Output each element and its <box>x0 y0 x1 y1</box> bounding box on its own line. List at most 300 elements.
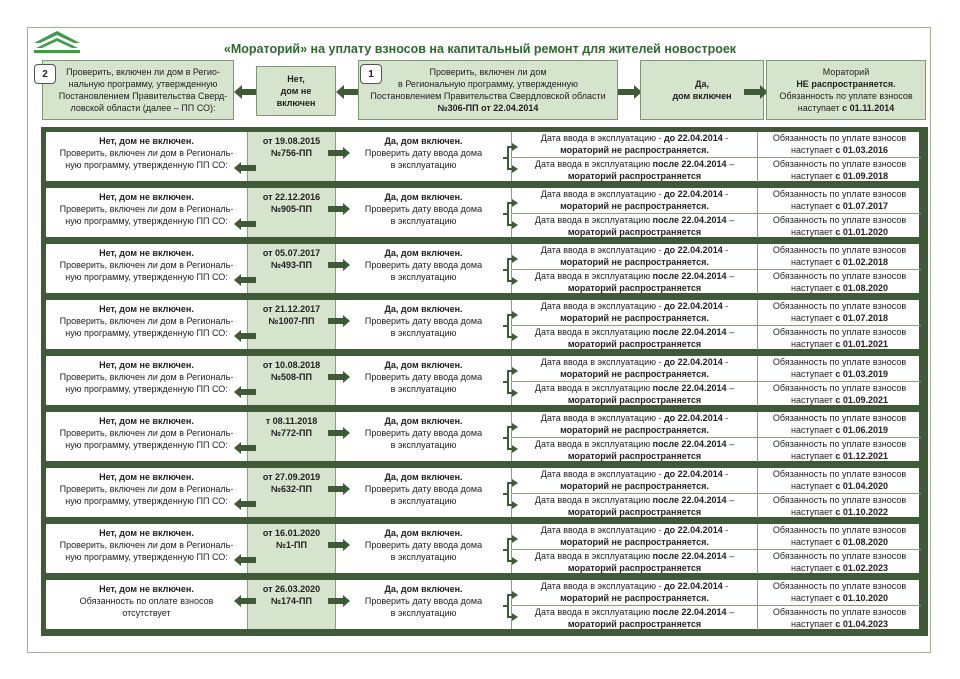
obligation-pre: наступает <box>791 338 836 349</box>
arrow-left-icon <box>234 498 256 510</box>
before-post: - <box>722 581 729 591</box>
before-subrow <box>512 412 921 437</box>
after-post: – <box>726 215 735 225</box>
before-cell <box>512 580 758 605</box>
after-pre: Дата ввода в эксплуатацию <box>534 495 653 505</box>
yes-cell <box>336 132 512 181</box>
result-line4 <box>798 102 894 114</box>
obligation-date-before: с 01.08.2020 <box>835 536 888 547</box>
no-cell <box>46 188 248 237</box>
resolution-number: №1-ПП <box>276 540 307 550</box>
table-row <box>45 579 920 630</box>
branch-arrow-icon <box>502 533 518 567</box>
arrow-left-icon <box>234 386 256 398</box>
before-result: мораторий не распространяется. <box>560 200 709 211</box>
obligation-after-cell <box>758 270 921 294</box>
before-subrow <box>512 468 921 493</box>
resolution-cell <box>248 132 336 181</box>
arrow-left-icon <box>234 595 256 607</box>
before-date: до 22.04.2014 <box>663 413 723 423</box>
yes-title: Да, дом включен. <box>384 360 463 370</box>
yes-title: Да, дом включен. <box>384 304 463 314</box>
after-cell <box>512 214 758 238</box>
obligation-after-cell <box>758 550 921 574</box>
obligation-date-after: с 01.09.2021 <box>835 394 888 405</box>
before-result: мораторий не распространяется. <box>560 424 709 435</box>
obligation-label: Обязанность по уплате взносов <box>772 215 907 225</box>
yes-text: Проверить дату ввода дома в эксплуатацию <box>364 204 483 226</box>
no-title: Нет, дом не включен. <box>99 584 194 594</box>
no-cell <box>46 356 248 405</box>
obligation-date-before: с 01.03.2019 <box>835 368 888 379</box>
obligation-after-cell <box>758 158 921 182</box>
obligation-date-before: с 01.07.2018 <box>835 312 888 323</box>
after-post: – <box>726 607 735 617</box>
obligation-date-before: с 01.10.2020 <box>835 592 888 603</box>
no-cell <box>46 412 248 461</box>
yes-title: Да, дом включен. <box>384 416 463 426</box>
page-title: «Мораторий» на уплату взносов на капитальный ремонт для жителей новостроек <box>223 42 737 56</box>
arrow-right-icon <box>328 371 350 383</box>
obligation-pre: наступает <box>791 200 836 211</box>
before-date: до 22.04.2014 <box>663 525 723 535</box>
obligation-before-cell <box>758 580 921 605</box>
resolution-cell <box>248 412 336 461</box>
no-text: Проверить, включен ли дом в Региональ- ную программу, утвержденную ПП СО: <box>59 148 234 170</box>
obligation-before-cell <box>758 356 921 381</box>
after-date: после 22.04.2014 <box>652 495 727 505</box>
after-post: – <box>726 551 735 561</box>
after-result: мораторий распространяется <box>567 282 702 293</box>
yes-title: Да, дом включен. <box>384 192 463 202</box>
after-post: – <box>726 439 735 449</box>
result-line4-pre: наступает <box>797 103 843 114</box>
after-cell <box>512 382 758 406</box>
obligation-date-after: с 01.09.2018 <box>835 170 888 181</box>
after-subrow <box>512 213 921 238</box>
obligation-before-cell <box>758 300 921 325</box>
no-cell <box>46 244 248 293</box>
yes-text: Проверить дату ввода дома в эксплуатацию <box>364 540 483 562</box>
obligation-after-cell <box>758 214 921 238</box>
obligation-date-after: с 01.10.2022 <box>835 506 888 517</box>
obligation-pre: наступает <box>791 170 836 181</box>
before-date: до 22.04.2014 <box>663 581 723 591</box>
arrow-left-icon <box>234 85 258 99</box>
before-date: до 22.04.2014 <box>663 357 723 367</box>
no-text: Проверить, включен ли дом в Региональ- ную программу, утвержденную ПП СО: <box>59 372 234 394</box>
obligation-label: Обязанность по уплате взносов <box>772 383 907 393</box>
arrow-right-icon <box>328 427 350 439</box>
before-result: мораторий не распространяется. <box>560 480 709 491</box>
yes-title: Да, дом включен. <box>384 472 463 482</box>
yes-title: Да, дом включен. <box>384 248 463 258</box>
obligation-label: Обязанность по уплате взносов <box>772 357 907 367</box>
no-cell <box>46 524 248 573</box>
obligation-date-before: с 01.02.2018 <box>835 256 888 267</box>
obligation-label: Обязанность по уплате взносов <box>772 189 907 199</box>
obligation-date-before: с 01.06.2019 <box>835 424 888 435</box>
branch-arrow-icon <box>502 589 518 623</box>
obligation-before-cell <box>758 132 921 157</box>
obligation-label: Обязанность по уплате взносов <box>772 495 907 505</box>
no-cell <box>46 300 248 349</box>
obligation-pre: наступает <box>791 480 836 491</box>
obligation-pre: наступает <box>791 592 836 603</box>
after-result: мораторий распространяется <box>567 562 702 573</box>
before-date: до 22.04.2014 <box>663 245 723 255</box>
step1-line2: в Региональную программу, утвержденную <box>398 78 578 89</box>
yes-text: Проверить дату ввода дома в эксплуатацию <box>364 372 483 394</box>
obligation-label: Обязанность по уплате взносов <box>772 159 907 169</box>
obligation-pre: наступает <box>791 282 836 293</box>
before-cell <box>512 468 758 493</box>
after-date: после 22.04.2014 <box>652 607 727 617</box>
resolution-date: от 22.12.2016 <box>262 192 321 202</box>
before-date: до 22.04.2014 <box>663 469 723 479</box>
step1-line4: №306-ПП от 22.04.2014 <box>437 103 539 114</box>
before-date: до 22.04.2014 <box>663 189 723 199</box>
resolution-number: №905-ПП <box>271 204 312 214</box>
yes-cell <box>336 524 512 573</box>
before-result: мораторий не распространяется. <box>560 312 709 323</box>
resolution-number: №772-ПП <box>271 428 312 438</box>
no-text: Проверить, включен ли дом в Региональ- ную программу, утвержденную ПП СО: <box>59 484 234 506</box>
result-line4-date: с 01.11.2014 <box>842 103 895 114</box>
after-subrow <box>512 325 921 350</box>
resolution-number: №174-ПП <box>271 596 312 606</box>
obligation-after-cell <box>758 326 921 350</box>
obligation-date-after: с 01.12.2021 <box>835 450 888 461</box>
obligation-date-after: с 01.01.2020 <box>835 226 888 237</box>
after-subrow <box>512 605 921 630</box>
before-cell <box>512 300 758 325</box>
step1-line1: Проверить, включен ли дом <box>429 66 547 77</box>
obligation-pre: наступает <box>791 312 836 323</box>
after-result: мораторий распространяется <box>567 226 702 237</box>
resolution-date: от 21.12.2017 <box>262 304 321 314</box>
after-result: мораторий распространяется <box>567 394 702 405</box>
no-text: Проверить, включен ли дом в Региональ- ную программу, утвержденную ПП СО: <box>59 204 234 226</box>
resolution-date: от 05.07.2017 <box>262 248 321 258</box>
before-pre: Дата ввода в эксплуатацию - <box>540 581 664 591</box>
after-result: мораторий распространяется <box>567 450 702 461</box>
table-row <box>45 355 920 406</box>
table-row <box>45 411 920 462</box>
after-post: – <box>726 495 735 505</box>
before-post: - <box>722 245 729 255</box>
table-row <box>45 131 920 182</box>
result-line1: Мораторий <box>822 66 870 77</box>
yes-cell <box>336 356 512 405</box>
no-box-text: Нет, дом не включен <box>276 73 316 109</box>
arrow-right-icon <box>328 203 350 215</box>
arrow-right-icon <box>328 259 350 271</box>
step1-line3: Постановлением Правительства Свердловской области <box>370 91 606 101</box>
no-title: Нет, дом не включен. <box>99 304 194 314</box>
obligation-label: Обязанность по уплате взносов <box>772 525 907 535</box>
before-subrow <box>512 132 921 157</box>
step1-number: 1 <box>360 64 382 84</box>
arrow-left-icon <box>234 330 256 342</box>
no-title: Нет, дом не включен. <box>99 416 194 426</box>
after-subrow <box>512 549 921 574</box>
after-date: после 22.04.2014 <box>652 271 727 281</box>
obligation-date-after: с 01.08.2020 <box>835 282 888 293</box>
before-pre: Дата ввода в эксплуатацию - <box>540 413 664 423</box>
arrow-right-icon <box>618 85 642 99</box>
arrow-right-icon <box>328 315 350 327</box>
before-pre: Дата ввода в эксплуатацию - <box>540 189 664 199</box>
after-date: после 22.04.2014 <box>652 215 727 225</box>
result-line3: Обязанность по уплате взносов <box>779 91 913 101</box>
before-post: - <box>722 469 729 479</box>
resolution-cell <box>248 468 336 517</box>
obligation-pre: наступает <box>791 256 836 267</box>
after-date: после 22.04.2014 <box>652 159 727 169</box>
after-pre: Дата ввода в эксплуатацию <box>534 271 653 281</box>
resolution-cell <box>248 524 336 573</box>
before-post: - <box>722 525 729 535</box>
before-subrow <box>512 356 921 381</box>
before-result: мораторий не распространяется. <box>560 592 709 603</box>
yes-box-text: Да, дом включен <box>672 78 732 101</box>
no-cell <box>46 132 248 181</box>
after-cell <box>512 158 758 182</box>
branch-arrow-icon <box>502 309 518 343</box>
yes-cell <box>336 580 512 629</box>
before-post: - <box>722 189 729 199</box>
obligation-pre: наступает <box>791 618 836 629</box>
after-cell <box>512 606 758 630</box>
branch-arrow-icon <box>502 197 518 231</box>
resolution-number: №493-ПП <box>271 260 312 270</box>
obligation-date-after: с 01.04.2023 <box>835 618 888 629</box>
before-subrow <box>512 300 921 325</box>
after-post: – <box>726 327 735 337</box>
obligation-before-cell <box>758 244 921 269</box>
obligation-date-after: с 01.02.2023 <box>835 562 888 573</box>
arrow-right-icon <box>328 483 350 495</box>
obligation-label: Обязанность по уплате взносов <box>772 439 907 449</box>
before-cell <box>512 188 758 213</box>
before-pre: Дата ввода в эксплуатацию - <box>540 357 664 367</box>
obligation-pre: наступает <box>791 144 836 155</box>
after-date: после 22.04.2014 <box>652 439 727 449</box>
before-pre: Дата ввода в эксплуатацию - <box>540 245 664 255</box>
after-pre: Дата ввода в эксплуатацию <box>534 327 653 337</box>
before-cell <box>512 356 758 381</box>
after-pre: Дата ввода в эксплуатацию <box>534 607 653 617</box>
obligation-label: Обязанность по уплате взносов <box>772 581 907 591</box>
resolution-number: №632-ПП <box>271 484 312 494</box>
arrow-right-icon <box>744 85 768 99</box>
no-title: Нет, дом не включен. <box>99 528 194 538</box>
before-result: мораторий не распространяется. <box>560 256 709 267</box>
resolution-date: от 27.09.2019 <box>262 472 321 482</box>
before-subrow <box>512 580 921 605</box>
yes-cell <box>336 468 512 517</box>
after-cell <box>512 550 758 574</box>
result-line2: НЕ распространяется. <box>796 78 896 89</box>
obligation-label: Обязанность по уплате взносов <box>772 271 907 281</box>
obligation-pre: наступает <box>791 394 836 405</box>
obligation-before-cell <box>758 188 921 213</box>
branch-arrow-icon <box>502 141 518 175</box>
before-date: до 22.04.2014 <box>663 133 723 143</box>
arrow-right-icon <box>328 147 350 159</box>
resolution-date: от 26.03.2020 <box>262 584 321 594</box>
obligation-date-before: с 01.03.2016 <box>835 144 888 155</box>
resolution-cell <box>248 356 336 405</box>
after-subrow <box>512 437 921 462</box>
after-post: – <box>726 383 735 393</box>
obligation-label: Обязанность по уплате взносов <box>772 245 907 255</box>
no-title: Нет, дом не включен. <box>99 136 194 146</box>
before-pre: Дата ввода в эксплуатацию - <box>540 469 664 479</box>
resolution-date: т 08.11.2018 <box>265 416 318 426</box>
before-result: мораторий не распространяется. <box>560 536 709 547</box>
schedule-table <box>41 127 928 636</box>
arrow-left-icon <box>234 554 256 566</box>
after-cell <box>512 494 758 518</box>
table-row <box>45 467 920 518</box>
obligation-before-cell <box>758 524 921 549</box>
yes-title: Да, дом включен. <box>384 136 463 146</box>
yes-cell <box>336 244 512 293</box>
table-row <box>45 187 920 238</box>
arrow-left-icon <box>234 442 256 454</box>
yes-cell <box>336 188 512 237</box>
obligation-pre: наступает <box>791 562 836 573</box>
obligation-label: Обязанность по уплате взносов <box>772 301 907 311</box>
no-box <box>256 66 336 116</box>
before-post: - <box>722 357 729 367</box>
branch-arrow-icon <box>502 477 518 511</box>
resolution-number: №508-ПП <box>271 372 312 382</box>
before-subrow <box>512 524 921 549</box>
after-pre: Дата ввода в эксплуатацию <box>534 215 653 225</box>
obligation-before-cell <box>758 468 921 493</box>
after-result: мораторий распространяется <box>567 618 702 629</box>
step2-text: Проверить, включен ли дом в Регио- нальную программу, утвержденную Постановлением Правительства Сверд- ловской области (далее – ПП СО): <box>58 66 228 114</box>
branch-arrow-icon <box>502 421 518 455</box>
yes-title: Да, дом включен. <box>384 584 463 594</box>
branch-arrow-icon <box>502 365 518 399</box>
no-text: Обязанность по оплате взносов отсутствует <box>79 596 214 618</box>
before-subrow <box>512 188 921 213</box>
obligation-after-cell <box>758 606 921 630</box>
no-cell <box>46 580 248 629</box>
obligation-pre: наступает <box>791 506 836 517</box>
after-date: после 22.04.2014 <box>652 551 727 561</box>
after-result: мораторий распространяется <box>567 506 702 517</box>
obligation-date-before: с 01.07.2017 <box>835 200 888 211</box>
arrow-left-icon <box>234 274 256 286</box>
resolution-cell <box>248 188 336 237</box>
before-pre: Дата ввода в эксплуатацию - <box>540 525 664 535</box>
obligation-pre: наступает <box>791 368 836 379</box>
no-text: Проверить, включен ли дом в Региональ- ную программу, утвержденную ПП СО: <box>59 428 234 450</box>
after-pre: Дата ввода в эксплуатацию <box>534 383 653 393</box>
yes-text: Проверить дату ввода дома в эксплуатацию <box>364 148 483 170</box>
resolution-date: от 19.08.2015 <box>262 136 321 146</box>
result-box <box>766 60 926 120</box>
after-cell <box>512 270 758 294</box>
arrow-left-icon <box>336 85 360 99</box>
after-pre: Дата ввода в эксплуатацию <box>534 551 653 561</box>
obligation-after-cell <box>758 438 921 462</box>
before-cell <box>512 244 758 269</box>
after-result: мораторий распространяется <box>567 170 702 181</box>
arrow-left-icon <box>234 162 256 174</box>
table-row <box>45 299 920 350</box>
resolution-cell <box>248 580 336 629</box>
after-subrow <box>512 269 921 294</box>
after-post: – <box>726 271 735 281</box>
obligation-after-cell <box>758 382 921 406</box>
yes-title: Да, дом включен. <box>384 528 463 538</box>
resolution-number: №756-ПП <box>271 148 312 158</box>
logo-roof-icon <box>34 31 80 53</box>
step2-number: 2 <box>34 64 56 84</box>
resolution-number: №1007-ПП <box>268 316 315 326</box>
after-subrow <box>512 381 921 406</box>
yes-cell <box>336 412 512 461</box>
after-pre: Дата ввода в эксплуатацию <box>534 159 653 169</box>
yes-cell <box>336 300 512 349</box>
before-post: - <box>722 301 729 311</box>
table-row <box>45 243 920 294</box>
after-date: после 22.04.2014 <box>652 383 727 393</box>
obligation-label: Обязанность по уплате взносов <box>772 607 907 617</box>
arrow-right-icon <box>328 539 350 551</box>
no-title: Нет, дом не включен. <box>99 472 194 482</box>
yes-text: Проверить дату ввода дома в эксплуатацию <box>364 316 483 338</box>
before-post: - <box>722 133 729 143</box>
before-cell <box>512 524 758 549</box>
obligation-pre: наступает <box>791 450 836 461</box>
branch-arrow-icon <box>502 253 518 287</box>
obligation-after-cell <box>758 494 921 518</box>
before-result: мораторий не распространяется. <box>560 368 709 379</box>
resolution-date: от 16.01.2020 <box>262 528 321 538</box>
obligation-label: Обязанность по уплате взносов <box>772 551 907 561</box>
obligation-pre: наступает <box>791 226 836 237</box>
after-date: после 22.04.2014 <box>652 327 727 337</box>
no-title: Нет, дом не включен. <box>99 192 194 202</box>
obligation-pre: наступает <box>791 424 836 435</box>
before-post: - <box>722 413 729 423</box>
arrow-right-icon <box>328 595 350 607</box>
after-post: – <box>726 159 735 169</box>
before-result: мораторий не распространяется. <box>560 144 709 155</box>
no-cell <box>46 468 248 517</box>
before-date: до 22.04.2014 <box>663 301 723 311</box>
no-text: Проверить, включен ли дом в Региональ- ную программу, утвержденную ПП СО: <box>59 260 234 282</box>
before-cell <box>512 412 758 437</box>
obligation-label: Обязанность по уплате взносов <box>772 327 907 337</box>
obligation-date-after: с 01.01.2021 <box>835 338 888 349</box>
no-text: Проверить, включен ли дом в Региональ- ную программу, утвержденную ПП СО: <box>59 316 234 338</box>
after-cell <box>512 438 758 462</box>
after-pre: Дата ввода в эксплуатацию <box>534 439 653 449</box>
no-title: Нет, дом не включен. <box>99 360 194 370</box>
after-subrow <box>512 493 921 518</box>
obligation-label: Обязанность по уплате взносов <box>772 413 907 423</box>
before-pre: Дата ввода в эксплуатацию - <box>540 301 664 311</box>
yes-text: Проверить дату ввода дома в эксплуатацию <box>364 596 483 618</box>
